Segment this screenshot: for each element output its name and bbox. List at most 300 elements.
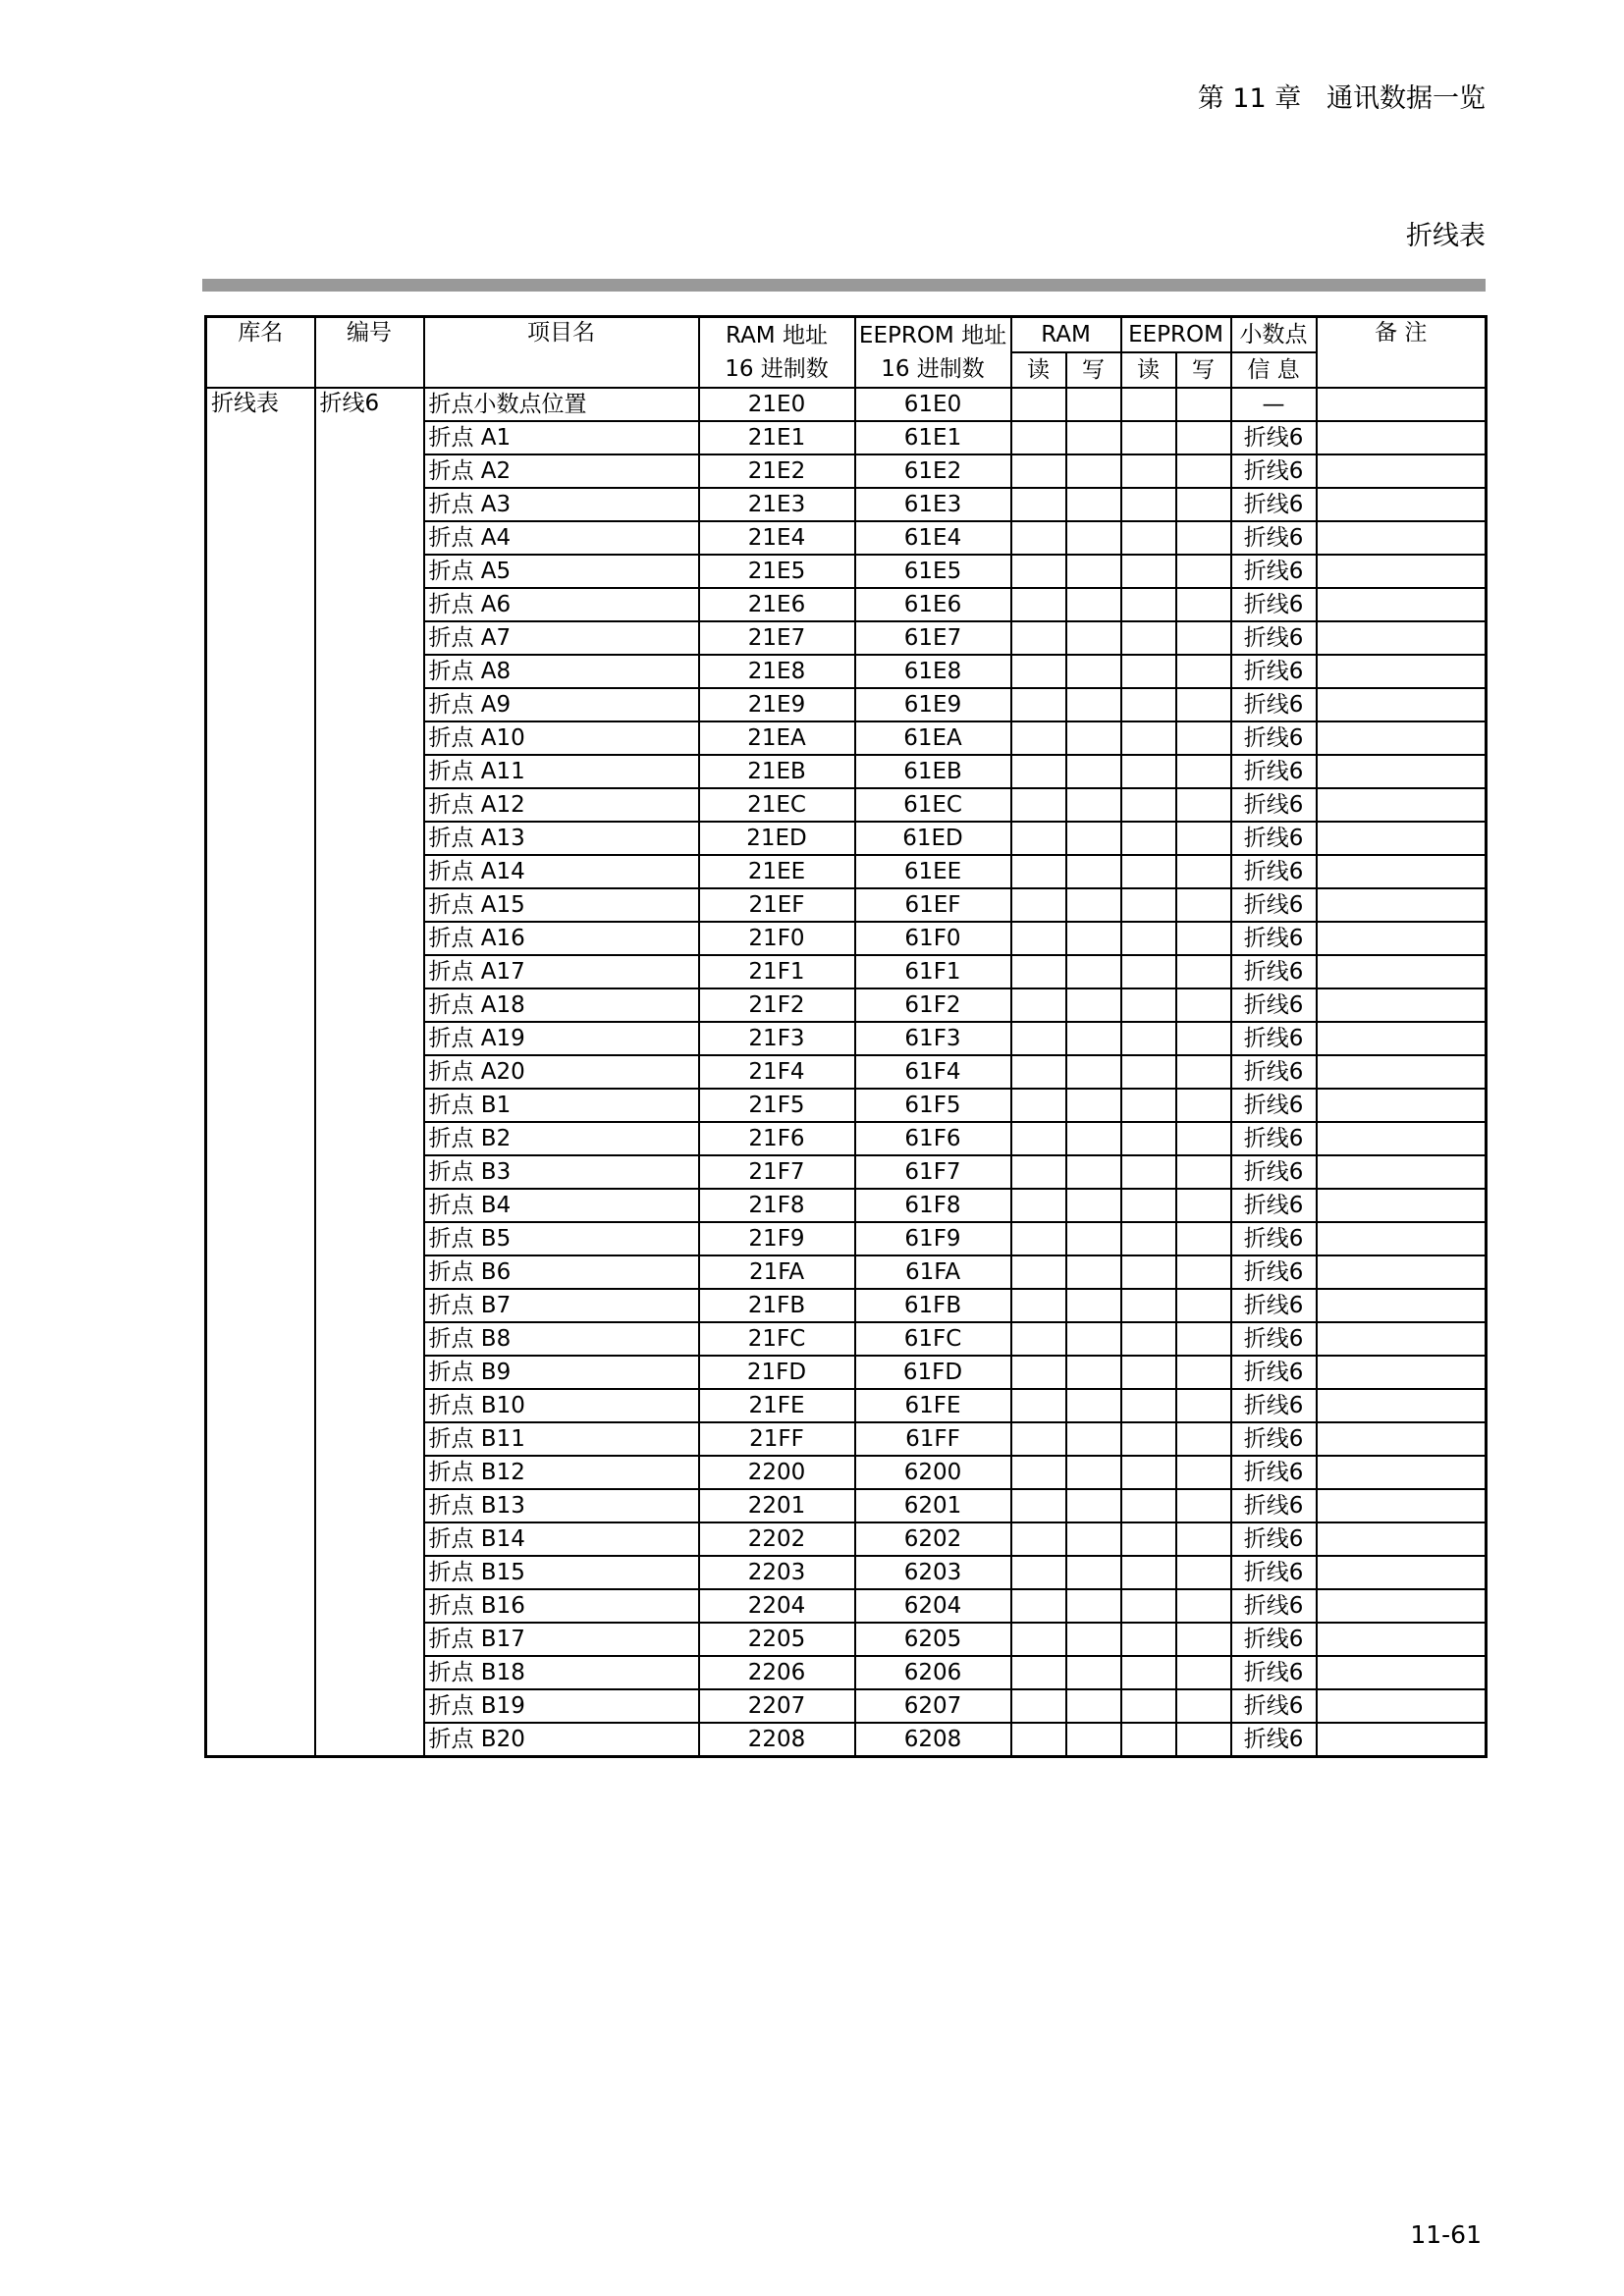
ram-read-cell <box>1011 655 1066 688</box>
ram-address-cell: 21FF <box>699 1422 855 1456</box>
item-name-cell: 折点 A12 <box>424 788 699 822</box>
ram-address-cell: 2206 <box>699 1656 855 1689</box>
eeprom-address-cell: 61F3 <box>855 1022 1011 1055</box>
remark-cell <box>1317 721 1487 755</box>
eeprom-write-cell <box>1176 655 1231 688</box>
ram-write-cell <box>1066 1723 1121 1757</box>
remark-cell <box>1317 922 1487 955</box>
eeprom-address-cell: 61E5 <box>855 555 1011 588</box>
eeprom-read-cell <box>1121 521 1176 555</box>
eeprom-write-cell <box>1176 1222 1231 1255</box>
eeprom-write-cell <box>1176 1055 1231 1089</box>
eeprom-address-cell: 6208 <box>855 1723 1011 1757</box>
eeprom-address-cell: 6201 <box>855 1489 1011 1522</box>
item-name-cell: 折点 A19 <box>424 1022 699 1055</box>
remark-cell <box>1317 1122 1487 1155</box>
item-name-cell: 折点 B1 <box>424 1089 699 1122</box>
header-eeprom-address-line2: 16 进制数 <box>881 356 985 382</box>
eeprom-address-cell: 61FB <box>855 1289 1011 1322</box>
ram-read-cell <box>1011 1189 1066 1222</box>
ram-write-cell <box>1066 822 1121 855</box>
item-name-cell: 折点 B6 <box>424 1255 699 1289</box>
remark-cell <box>1317 1089 1487 1122</box>
item-name-cell: 折点 B12 <box>424 1456 699 1489</box>
ram-read-cell <box>1011 822 1066 855</box>
decimal-info-cell: 折线6 <box>1231 788 1317 822</box>
ram-write-cell <box>1066 388 1121 421</box>
decimal-info-cell: 折线6 <box>1231 855 1317 888</box>
eeprom-write-cell <box>1176 955 1231 988</box>
ram-address-cell: 21E2 <box>699 454 855 488</box>
eeprom-read-cell <box>1121 1189 1176 1222</box>
ram-read-cell <box>1011 588 1066 621</box>
eeprom-write-cell <box>1176 621 1231 655</box>
decimal-info-cell: 折线6 <box>1231 454 1317 488</box>
eeprom-read-cell <box>1121 588 1176 621</box>
item-name-cell: 折点 B15 <box>424 1556 699 1589</box>
decimal-info-cell: 折线6 <box>1231 755 1317 788</box>
item-name-cell: 折点 B14 <box>424 1522 699 1556</box>
remark-cell <box>1317 955 1487 988</box>
item-name-cell: 折点 B20 <box>424 1723 699 1757</box>
header-decimal-line1: 小数点 <box>1231 317 1317 353</box>
eeprom-address-cell: 61EF <box>855 888 1011 922</box>
eeprom-write-cell <box>1176 888 1231 922</box>
eeprom-address-cell: 61E8 <box>855 655 1011 688</box>
eeprom-read-cell <box>1121 1689 1176 1723</box>
decimal-info-cell: 折线6 <box>1231 822 1317 855</box>
eeprom-address-cell: 61FD <box>855 1356 1011 1389</box>
remark-cell <box>1317 1456 1487 1489</box>
item-name-cell: 折点 A2 <box>424 454 699 488</box>
eeprom-write-cell <box>1176 454 1231 488</box>
eeprom-write-cell <box>1176 1522 1231 1556</box>
ram-write-cell <box>1066 955 1121 988</box>
eeprom-write-cell <box>1176 1255 1231 1289</box>
decimal-info-cell: 折线6 <box>1231 1122 1317 1155</box>
remark-cell <box>1317 421 1487 454</box>
ram-read-cell <box>1011 1022 1066 1055</box>
remark-cell <box>1317 822 1487 855</box>
eeprom-write-cell <box>1176 1322 1231 1356</box>
eeprom-address-cell: 61E3 <box>855 488 1011 521</box>
remark-cell <box>1317 888 1487 922</box>
ram-read-cell <box>1011 1155 1066 1189</box>
remark-cell <box>1317 588 1487 621</box>
eeprom-write-cell <box>1176 855 1231 888</box>
eeprom-address-cell: 61FA <box>855 1255 1011 1289</box>
eeprom-read-cell <box>1121 1122 1176 1155</box>
remark-cell <box>1317 688 1487 721</box>
ram-address-cell: 21F6 <box>699 1122 855 1155</box>
ram-address-cell: 21E4 <box>699 521 855 555</box>
ram-write-cell <box>1066 721 1121 755</box>
remark-cell <box>1317 1222 1487 1255</box>
eeprom-read-cell <box>1121 721 1176 755</box>
eeprom-read-cell <box>1121 1255 1176 1289</box>
decimal-info-cell: 折线6 <box>1231 1089 1317 1122</box>
eeprom-write-cell <box>1176 988 1231 1022</box>
ram-read-cell <box>1011 755 1066 788</box>
item-name-cell: 折点 B13 <box>424 1489 699 1522</box>
ram-write-cell <box>1066 1522 1121 1556</box>
ram-read-cell <box>1011 1556 1066 1589</box>
ram-write-cell <box>1066 1122 1121 1155</box>
eeprom-read-cell <box>1121 488 1176 521</box>
eeprom-address-cell: 61EA <box>855 721 1011 755</box>
ram-read-cell <box>1011 1322 1066 1356</box>
ram-address-cell: 21F0 <box>699 922 855 955</box>
eeprom-write-cell <box>1176 1489 1231 1522</box>
eeprom-address-cell: 6203 <box>855 1556 1011 1589</box>
decimal-info-cell: 折线6 <box>1231 1723 1317 1757</box>
item-name-cell: 折点 B7 <box>424 1289 699 1322</box>
ram-read-cell <box>1011 788 1066 822</box>
eeprom-write-cell <box>1176 688 1231 721</box>
ram-read-cell <box>1011 1422 1066 1456</box>
item-name-cell: 折点 B3 <box>424 1155 699 1189</box>
eeprom-read-cell <box>1121 1155 1176 1189</box>
eeprom-read-cell <box>1121 1456 1176 1489</box>
header-eeprom-address-line1: EEPROM 地址 <box>858 323 1007 348</box>
remark-cell <box>1317 1289 1487 1322</box>
ram-read-cell <box>1011 1289 1066 1322</box>
eeprom-write-cell <box>1176 1122 1231 1155</box>
ram-address-cell: 21FC <box>699 1322 855 1356</box>
ram-address-cell: 21EC <box>699 788 855 822</box>
eeprom-address-cell: 6204 <box>855 1589 1011 1623</box>
ram-write-cell <box>1066 588 1121 621</box>
eeprom-write-cell <box>1176 588 1231 621</box>
eeprom-address-cell: 61F0 <box>855 922 1011 955</box>
remark-cell <box>1317 988 1487 1022</box>
ram-write-cell <box>1066 1022 1121 1055</box>
remark-cell <box>1317 1489 1487 1522</box>
page-number: 11-61 <box>1410 2220 1482 2249</box>
ram-address-cell: 21F9 <box>699 1222 855 1255</box>
item-name-cell: 折点 A5 <box>424 555 699 588</box>
eeprom-read-cell <box>1121 454 1176 488</box>
eeprom-address-cell: 61E1 <box>855 421 1011 454</box>
header-decimal-line2: 信 息 <box>1231 352 1317 388</box>
decimal-info-cell: 折线6 <box>1231 555 1317 588</box>
eeprom-read-cell <box>1121 621 1176 655</box>
eeprom-write-cell <box>1176 788 1231 822</box>
ram-write-cell <box>1066 1589 1121 1623</box>
remark-cell <box>1317 1255 1487 1289</box>
eeprom-read-cell <box>1121 955 1176 988</box>
ram-read-cell <box>1011 1089 1066 1122</box>
ram-read-cell <box>1011 888 1066 922</box>
eeprom-read-cell <box>1121 888 1176 922</box>
ram-write-cell <box>1066 1055 1121 1089</box>
ram-read-cell <box>1011 1522 1066 1556</box>
remark-cell <box>1317 755 1487 788</box>
ram-read-cell <box>1011 421 1066 454</box>
ram-read-cell <box>1011 1456 1066 1489</box>
eeprom-address-cell: 6207 <box>855 1689 1011 1723</box>
eeprom-address-cell: 6206 <box>855 1656 1011 1689</box>
ram-write-cell <box>1066 655 1121 688</box>
eeprom-write-cell <box>1176 555 1231 588</box>
eeprom-write-cell <box>1176 488 1231 521</box>
ram-address-cell: 21F2 <box>699 988 855 1022</box>
ram-write-cell <box>1066 454 1121 488</box>
eeprom-address-cell: 61F8 <box>855 1189 1011 1222</box>
eeprom-address-cell: 6200 <box>855 1456 1011 1489</box>
ram-address-cell: 21E1 <box>699 421 855 454</box>
item-name-cell: 折点 A4 <box>424 521 699 555</box>
ram-address-cell: 21EF <box>699 888 855 922</box>
ram-write-cell <box>1066 1456 1121 1489</box>
ram-write-cell <box>1066 555 1121 588</box>
remark-cell <box>1317 388 1487 421</box>
decimal-info-cell: 折线6 <box>1231 1055 1317 1089</box>
decimal-info-cell: 折线6 <box>1231 1456 1317 1489</box>
eeprom-write-cell <box>1176 1155 1231 1189</box>
ram-read-cell <box>1011 1389 1066 1422</box>
eeprom-address-cell: 61E4 <box>855 521 1011 555</box>
remark-cell <box>1317 1723 1487 1757</box>
ram-read-cell <box>1011 1255 1066 1289</box>
eeprom-read-cell <box>1121 1422 1176 1456</box>
eeprom-read-cell <box>1121 1623 1176 1656</box>
ram-address-cell: 21F1 <box>699 955 855 988</box>
remark-cell <box>1317 1155 1487 1189</box>
eeprom-address-cell: 61F4 <box>855 1055 1011 1089</box>
decimal-info-cell: 折线6 <box>1231 1289 1317 1322</box>
ram-address-cell: 21E9 <box>699 688 855 721</box>
eeprom-read-cell <box>1121 655 1176 688</box>
eeprom-read-cell <box>1121 688 1176 721</box>
table-row <box>206 388 1487 421</box>
remark-cell <box>1317 1055 1487 1089</box>
ram-write-cell <box>1066 1389 1121 1422</box>
decimal-info-cell: 折线6 <box>1231 1189 1317 1222</box>
ram-write-cell <box>1066 1356 1121 1389</box>
ram-address-cell: 21E0 <box>699 388 855 421</box>
ram-address-cell: 21FA <box>699 1255 855 1289</box>
eeprom-read-cell <box>1121 388 1176 421</box>
item-name-cell: 折点 B16 <box>424 1589 699 1623</box>
eeprom-read-cell <box>1121 1222 1176 1255</box>
decimal-info-cell: 折线6 <box>1231 1255 1317 1289</box>
data-table <box>204 315 1488 1758</box>
ram-write-cell <box>1066 1089 1121 1122</box>
header-ram-read: 读 <box>1011 352 1066 388</box>
item-name-cell: 折点 A7 <box>424 621 699 655</box>
item-name-cell: 折点 B8 <box>424 1322 699 1356</box>
eeprom-write-cell <box>1176 1422 1231 1456</box>
item-name-cell: 折点 A1 <box>424 421 699 454</box>
eeprom-write-cell <box>1176 1289 1231 1322</box>
ram-address-cell: 21EA <box>699 721 855 755</box>
header-eeprom-address <box>855 317 1011 389</box>
ram-write-cell <box>1066 521 1121 555</box>
eeprom-address-cell: 6205 <box>855 1623 1011 1656</box>
item-name-cell: 折点 B19 <box>424 1689 699 1723</box>
ram-read-cell <box>1011 621 1066 655</box>
ram-address-cell: 21ED <box>699 822 855 855</box>
header-ram-address-line2: 16 进制数 <box>725 356 829 382</box>
eeprom-read-cell <box>1121 1656 1176 1689</box>
eeprom-read-cell <box>1121 822 1176 855</box>
header-ram-write: 写 <box>1066 352 1121 388</box>
ram-write-cell <box>1066 1222 1121 1255</box>
eeprom-address-cell: 61E9 <box>855 688 1011 721</box>
item-name-cell: 折点 B18 <box>424 1656 699 1689</box>
remark-cell <box>1317 788 1487 822</box>
ram-address-cell: 21FB <box>699 1289 855 1322</box>
ram-address-cell: 21E5 <box>699 555 855 588</box>
ram-read-cell <box>1011 955 1066 988</box>
ram-write-cell <box>1066 1155 1121 1189</box>
decimal-info-cell: 折线6 <box>1231 1322 1317 1356</box>
section-title: 折线表 <box>1406 221 1486 251</box>
eeprom-write-cell <box>1176 922 1231 955</box>
item-name-cell: 折点 A6 <box>424 588 699 621</box>
ram-address-cell: 21F4 <box>699 1055 855 1089</box>
eeprom-write-cell <box>1176 1689 1231 1723</box>
ram-read-cell <box>1011 988 1066 1022</box>
ram-address-cell: 21F8 <box>699 1189 855 1222</box>
eeprom-write-cell <box>1176 1589 1231 1623</box>
header-row-1 <box>206 317 1487 353</box>
decimal-info-cell: 折线6 <box>1231 1022 1317 1055</box>
ram-read-cell <box>1011 388 1066 421</box>
decimal-info-cell: 折线6 <box>1231 1556 1317 1589</box>
eeprom-address-cell: 61F9 <box>855 1222 1011 1255</box>
remark-cell <box>1317 1189 1487 1222</box>
ram-address-cell: 21EB <box>699 755 855 788</box>
ram-write-cell <box>1066 1656 1121 1689</box>
decimal-info-cell: — <box>1231 388 1317 421</box>
decimal-info-cell: 折线6 <box>1231 1222 1317 1255</box>
eeprom-read-cell <box>1121 1322 1176 1356</box>
item-name-cell: 折点 B17 <box>424 1623 699 1656</box>
eeprom-write-cell <box>1176 822 1231 855</box>
item-name-cell: 折点 A10 <box>424 721 699 755</box>
remark-cell <box>1317 1623 1487 1656</box>
divider-bar <box>202 279 1486 292</box>
eeprom-write-cell <box>1176 388 1231 421</box>
eeprom-address-cell: 61FE <box>855 1389 1011 1422</box>
remark-cell <box>1317 855 1487 888</box>
eeprom-address-cell: 61F1 <box>855 955 1011 988</box>
eeprom-write-cell <box>1176 1556 1231 1589</box>
eeprom-write-cell <box>1176 1389 1231 1422</box>
eeprom-read-cell <box>1121 1356 1176 1389</box>
ram-write-cell <box>1066 1255 1121 1289</box>
decimal-info-cell: 折线6 <box>1231 1589 1317 1623</box>
eeprom-read-cell <box>1121 1289 1176 1322</box>
ram-address-cell: 21F7 <box>699 1155 855 1189</box>
ram-read-cell <box>1011 1589 1066 1623</box>
eeprom-read-cell <box>1121 1089 1176 1122</box>
decimal-info-cell: 折线6 <box>1231 988 1317 1022</box>
ram-read-cell <box>1011 1356 1066 1389</box>
ram-address-cell: 2207 <box>699 1689 855 1723</box>
ram-read-cell <box>1011 721 1066 755</box>
remark-cell <box>1317 488 1487 521</box>
eeprom-write-cell <box>1176 521 1231 555</box>
eeprom-address-cell: 61E2 <box>855 454 1011 488</box>
ram-read-cell <box>1011 488 1066 521</box>
eeprom-address-cell: 61ED <box>855 822 1011 855</box>
eeprom-address-cell: 61E7 <box>855 621 1011 655</box>
remark-cell <box>1317 1022 1487 1055</box>
eeprom-address-cell: 61EE <box>855 855 1011 888</box>
header-ram-address <box>699 317 855 389</box>
ram-write-cell <box>1066 1689 1121 1723</box>
ram-write-cell <box>1066 1422 1121 1456</box>
decimal-info-cell: 折线6 <box>1231 421 1317 454</box>
ram-read-cell <box>1011 1489 1066 1522</box>
ram-address-cell: 2203 <box>699 1556 855 1589</box>
remark-cell <box>1317 621 1487 655</box>
ram-address-cell: 21FE <box>699 1389 855 1422</box>
eeprom-address-cell: 61F2 <box>855 988 1011 1022</box>
decimal-info-cell: 折线6 <box>1231 1522 1317 1556</box>
item-name-cell: 折点 A18 <box>424 988 699 1022</box>
header-library: 库名 <box>206 317 315 389</box>
remark-cell <box>1317 1356 1487 1389</box>
ram-address-cell: 21FD <box>699 1356 855 1389</box>
ram-write-cell <box>1066 1556 1121 1589</box>
eeprom-write-cell <box>1176 1723 1231 1757</box>
eeprom-write-cell <box>1176 1456 1231 1489</box>
decimal-info-cell: 折线6 <box>1231 688 1317 721</box>
header-ram-address-line1: RAM 地址 <box>726 323 828 348</box>
ram-address-cell: 21EE <box>699 855 855 888</box>
eeprom-address-cell: 61FF <box>855 1422 1011 1456</box>
ram-read-cell <box>1011 521 1066 555</box>
ram-read-cell <box>1011 1055 1066 1089</box>
eeprom-address-cell: 61E0 <box>855 388 1011 421</box>
eeprom-write-cell <box>1176 1022 1231 1055</box>
item-name-cell: 折点 A11 <box>424 755 699 788</box>
item-name-cell: 折点 A20 <box>424 1055 699 1089</box>
decimal-info-cell: 折线6 <box>1231 1356 1317 1389</box>
item-name-cell: 折点 B9 <box>424 1356 699 1389</box>
header-number: 编号 <box>315 317 424 389</box>
ram-read-cell <box>1011 1723 1066 1757</box>
ram-write-cell <box>1066 988 1121 1022</box>
eeprom-read-cell <box>1121 1522 1176 1556</box>
ram-read-cell <box>1011 1222 1066 1255</box>
header-eeprom-write: 写 <box>1176 352 1231 388</box>
eeprom-write-cell <box>1176 721 1231 755</box>
ram-address-cell: 21E3 <box>699 488 855 521</box>
item-name-cell: 折点 A14 <box>424 855 699 888</box>
ram-read-cell <box>1011 688 1066 721</box>
remark-cell <box>1317 521 1487 555</box>
decimal-info-cell: 折线6 <box>1231 1656 1317 1689</box>
ram-address-cell: 21F5 <box>699 1089 855 1122</box>
ram-write-cell <box>1066 1623 1121 1656</box>
decimal-info-cell: 折线6 <box>1231 588 1317 621</box>
eeprom-write-cell <box>1176 1089 1231 1122</box>
eeprom-write-cell <box>1176 1623 1231 1656</box>
remark-cell <box>1317 454 1487 488</box>
eeprom-read-cell <box>1121 922 1176 955</box>
eeprom-write-cell <box>1176 755 1231 788</box>
eeprom-write-cell <box>1176 421 1231 454</box>
ram-address-cell: 21E6 <box>699 588 855 621</box>
decimal-info-cell: 折线6 <box>1231 1155 1317 1189</box>
eeprom-write-cell <box>1176 1189 1231 1222</box>
eeprom-read-cell <box>1121 788 1176 822</box>
